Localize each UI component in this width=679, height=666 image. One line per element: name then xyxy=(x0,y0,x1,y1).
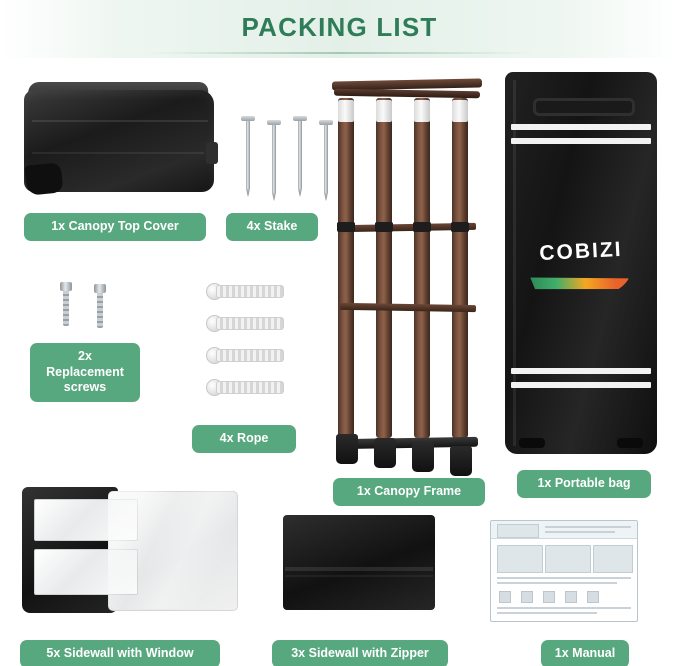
stake-3 xyxy=(298,118,302,190)
canopy-frame-image xyxy=(326,72,486,462)
label-sidewall-with-zipper: 3x Sidewall with Zipper xyxy=(272,640,448,666)
stake-2 xyxy=(272,122,276,194)
header-divider xyxy=(150,52,530,54)
screw-1 xyxy=(60,282,72,326)
manual-text-line-3 xyxy=(497,607,631,609)
sidewall-zipper-body xyxy=(283,515,435,610)
manual-step-icon-3 xyxy=(543,591,555,603)
frame-leg-2 xyxy=(376,98,392,438)
sidewall-with-zipper-image xyxy=(283,515,435,610)
label-screws-line-3: screws xyxy=(63,380,107,395)
label-manual: 1x Manual xyxy=(541,640,629,666)
package-sheen xyxy=(108,491,236,609)
rope-coil xyxy=(216,285,284,298)
cover-seam-upper xyxy=(32,120,208,122)
manual-figure-1 xyxy=(497,545,543,573)
frame-foot-2 xyxy=(374,438,396,468)
frame-leg-3 xyxy=(414,98,430,438)
frame-leg-4 xyxy=(452,98,468,438)
brand-swoosh-icon xyxy=(530,271,632,304)
label-replacement-screws xyxy=(30,343,140,402)
manual-step-icon-4 xyxy=(565,591,577,603)
manual-step-icon-2 xyxy=(521,591,533,603)
page-title: PACKING LIST xyxy=(241,12,438,42)
frame-joint-1 xyxy=(337,222,355,232)
screw-shaft xyxy=(63,291,69,326)
sidewall-zipper-seam-2 xyxy=(285,575,433,577)
bag-logo xyxy=(525,222,637,322)
frame-joint-2 xyxy=(375,222,393,232)
bag-foot-left xyxy=(519,438,545,448)
frame-top-rail-2 xyxy=(334,89,480,99)
canopy-top-cover-image xyxy=(24,80,214,200)
rope-coil xyxy=(216,349,284,362)
screw-2 xyxy=(94,284,106,328)
bag-handle xyxy=(533,98,635,116)
sidewall-with-window-image xyxy=(22,487,238,613)
rope-2 xyxy=(206,314,290,331)
manual-figure-3 xyxy=(593,545,633,573)
manual-step-icon-1 xyxy=(499,591,511,603)
manual-image xyxy=(490,520,638,622)
manual-text-line-4 xyxy=(497,612,597,614)
frame-sleeve-4 xyxy=(452,100,468,122)
brand-name: COBIZI xyxy=(538,237,624,266)
label-canopy-frame: 1x Canopy Frame xyxy=(333,478,485,506)
frame-sleeve-2 xyxy=(376,100,392,122)
label-screws-line-2: Replacement xyxy=(46,364,124,379)
label-canopy-top-cover: 1x Canopy Top Cover xyxy=(24,213,206,241)
portable-bag-image xyxy=(505,72,657,454)
frame-foot-4 xyxy=(450,446,472,476)
screw-shaft xyxy=(97,293,103,328)
manual-header-line-1 xyxy=(545,526,631,528)
frame-sleeve-3 xyxy=(414,100,430,122)
frame-sleeve-1 xyxy=(338,100,354,122)
screw-head xyxy=(60,282,72,291)
sidewall-zipper-seam xyxy=(285,567,433,571)
manual-figure-2 xyxy=(545,545,591,573)
label-screws-line-1: 2x xyxy=(78,349,92,363)
frame-leg-1 xyxy=(338,98,354,438)
bag-stripe-3 xyxy=(511,368,651,374)
manual-text-line-1 xyxy=(497,577,631,579)
label-stake: 4x Stake xyxy=(226,213,318,241)
bag-stripe-4 xyxy=(511,382,651,388)
rope-1 xyxy=(206,282,290,299)
frame-joint-4 xyxy=(451,222,469,232)
label-portable-bag: 1x Portable bag xyxy=(517,470,651,498)
cover-strap-tab xyxy=(206,142,218,164)
rope-coil xyxy=(216,381,284,394)
label-rope: 4x Rope xyxy=(192,425,296,453)
bag-stripe-1 xyxy=(511,124,651,130)
bag-zipper xyxy=(513,80,516,446)
cover-seam-lower xyxy=(32,152,204,154)
rope-coil xyxy=(216,317,284,330)
frame-joint-3 xyxy=(413,222,431,232)
manual-thumb-logo xyxy=(497,524,539,538)
rope-3 xyxy=(206,346,290,363)
manual-step-icon-5 xyxy=(587,591,599,603)
cover-corner-fold xyxy=(25,162,64,196)
bag-stripe-2 xyxy=(511,138,651,144)
ropes-image xyxy=(206,282,292,402)
label-sidewall-with-window: 5x Sidewall with Window xyxy=(20,640,220,666)
frame-foot-1 xyxy=(336,434,358,464)
bag-foot-right xyxy=(617,438,643,448)
replacement-screws-image xyxy=(60,282,130,332)
frame-truss-2 xyxy=(340,303,476,312)
rope-4 xyxy=(206,378,290,395)
header-banner xyxy=(0,0,679,58)
manual-header-line-2 xyxy=(545,531,615,533)
screw-head xyxy=(94,284,106,293)
stake-1 xyxy=(246,118,250,190)
manual-text-line-2 xyxy=(497,582,617,584)
frame-foot-3 xyxy=(412,442,434,472)
